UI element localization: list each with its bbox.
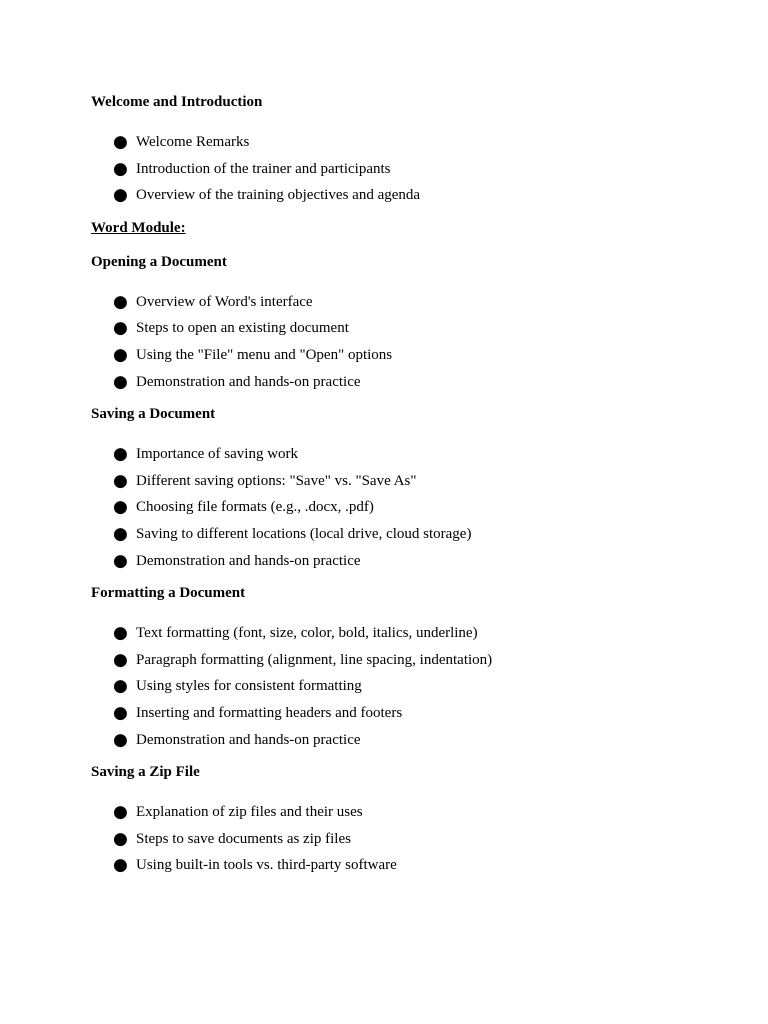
bullet-icon: ● — [113, 444, 128, 465]
section-heading-formatting: Formatting a Document — [91, 585, 246, 602]
bullet-list-opening — [91, 293, 691, 399]
list-item — [91, 731, 691, 758]
bullet-icon: ● — [113, 802, 128, 823]
list-item-text: Steps to save documents as zip files — [136, 830, 351, 847]
list-item-text: Saving to different locations (local drive, cloud storage) — [136, 525, 472, 542]
list-item-text: Introduction of the trainer and participants — [136, 160, 391, 177]
bullet-icon: ● — [113, 185, 128, 206]
list-item-text: Using the "File" menu and "Open" options — [136, 346, 393, 363]
list-item — [91, 472, 691, 499]
list-item — [91, 677, 691, 704]
list-item — [91, 856, 691, 883]
document-page — [91, 93, 691, 883]
bullet-icon: ● — [113, 828, 128, 849]
list-item-text: Demonstration and hands-on practice — [136, 552, 361, 569]
list-item-text: Demonstration and hands-on practice — [136, 373, 361, 390]
bullet-icon: ● — [113, 497, 128, 518]
list-item — [91, 186, 691, 213]
module-title: Word Module: — [91, 219, 186, 236]
list-item-text: Different saving options: "Save" vs. "Save As" — [136, 472, 417, 489]
section-heading-saving: Saving a Document — [91, 406, 216, 423]
bullet-icon: ● — [113, 729, 128, 750]
list-item — [91, 373, 691, 400]
list-item-text: Text formatting (font, size, color, bold, italics, underline) — [136, 625, 478, 642]
list-item — [91, 133, 691, 160]
list-item — [91, 346, 691, 373]
bullet-icon: ● — [113, 132, 128, 152]
bullet-icon: ● — [113, 855, 128, 876]
bullet-list-saving — [91, 445, 691, 578]
bullet-icon: ● — [113, 344, 128, 365]
list-item-text: Inserting and formatting headers and footers — [136, 704, 403, 721]
list-item-text: Using styles for consistent formatting — [136, 678, 362, 695]
list-item — [91, 498, 691, 525]
list-item-text: Explanation of zip files and their uses — [136, 804, 363, 821]
bullet-list-welcome — [91, 133, 691, 213]
bullet-list-zip — [91, 803, 691, 883]
list-item-text: Choosing file formats (e.g., .docx, .pdf) — [136, 499, 374, 516]
bullet-icon: ● — [113, 623, 128, 644]
list-item — [91, 525, 691, 552]
list-item — [91, 445, 691, 472]
list-item — [91, 704, 691, 731]
bullet-icon: ● — [113, 702, 128, 723]
bullet-icon: ● — [113, 158, 128, 179]
bullet-icon: ● — [113, 523, 128, 544]
list-item — [91, 293, 691, 320]
list-item-text: Importance of saving work — [136, 446, 299, 463]
list-item — [91, 624, 691, 651]
section-heading-welcome: Welcome and Introduction — [91, 94, 263, 110]
bullet-icon: ● — [113, 318, 128, 339]
list-item-text: Using built-in tools vs. third-party software — [136, 857, 397, 874]
list-item-text: Steps to open an existing document — [136, 320, 349, 337]
bullet-icon: ● — [113, 470, 128, 491]
list-item-text: Overview of the training objectives and agenda — [136, 187, 421, 204]
bullet-icon: ● — [113, 371, 128, 392]
bullet-list-formatting — [91, 624, 691, 757]
list-item — [91, 552, 691, 579]
bullet-icon: ● — [113, 550, 128, 571]
section-heading-opening: Opening a Document — [91, 253, 227, 270]
list-item — [91, 160, 691, 187]
list-item-text: Demonstration and hands-on practice — [136, 731, 361, 748]
bullet-icon: ● — [113, 649, 128, 670]
list-item-text: Welcome Remarks — [136, 134, 250, 150]
list-item — [91, 651, 691, 678]
bullet-icon: ● — [113, 676, 128, 697]
bullet-icon: ● — [113, 291, 128, 312]
list-item — [91, 830, 691, 857]
list-item — [91, 803, 691, 830]
list-item-text: Overview of Word's interface — [136, 293, 313, 310]
list-item — [91, 319, 691, 346]
list-item-text: Paragraph formatting (alignment, line spacing, indentation) — [136, 651, 493, 668]
section-heading-zip: Saving a Zip File — [91, 764, 200, 781]
